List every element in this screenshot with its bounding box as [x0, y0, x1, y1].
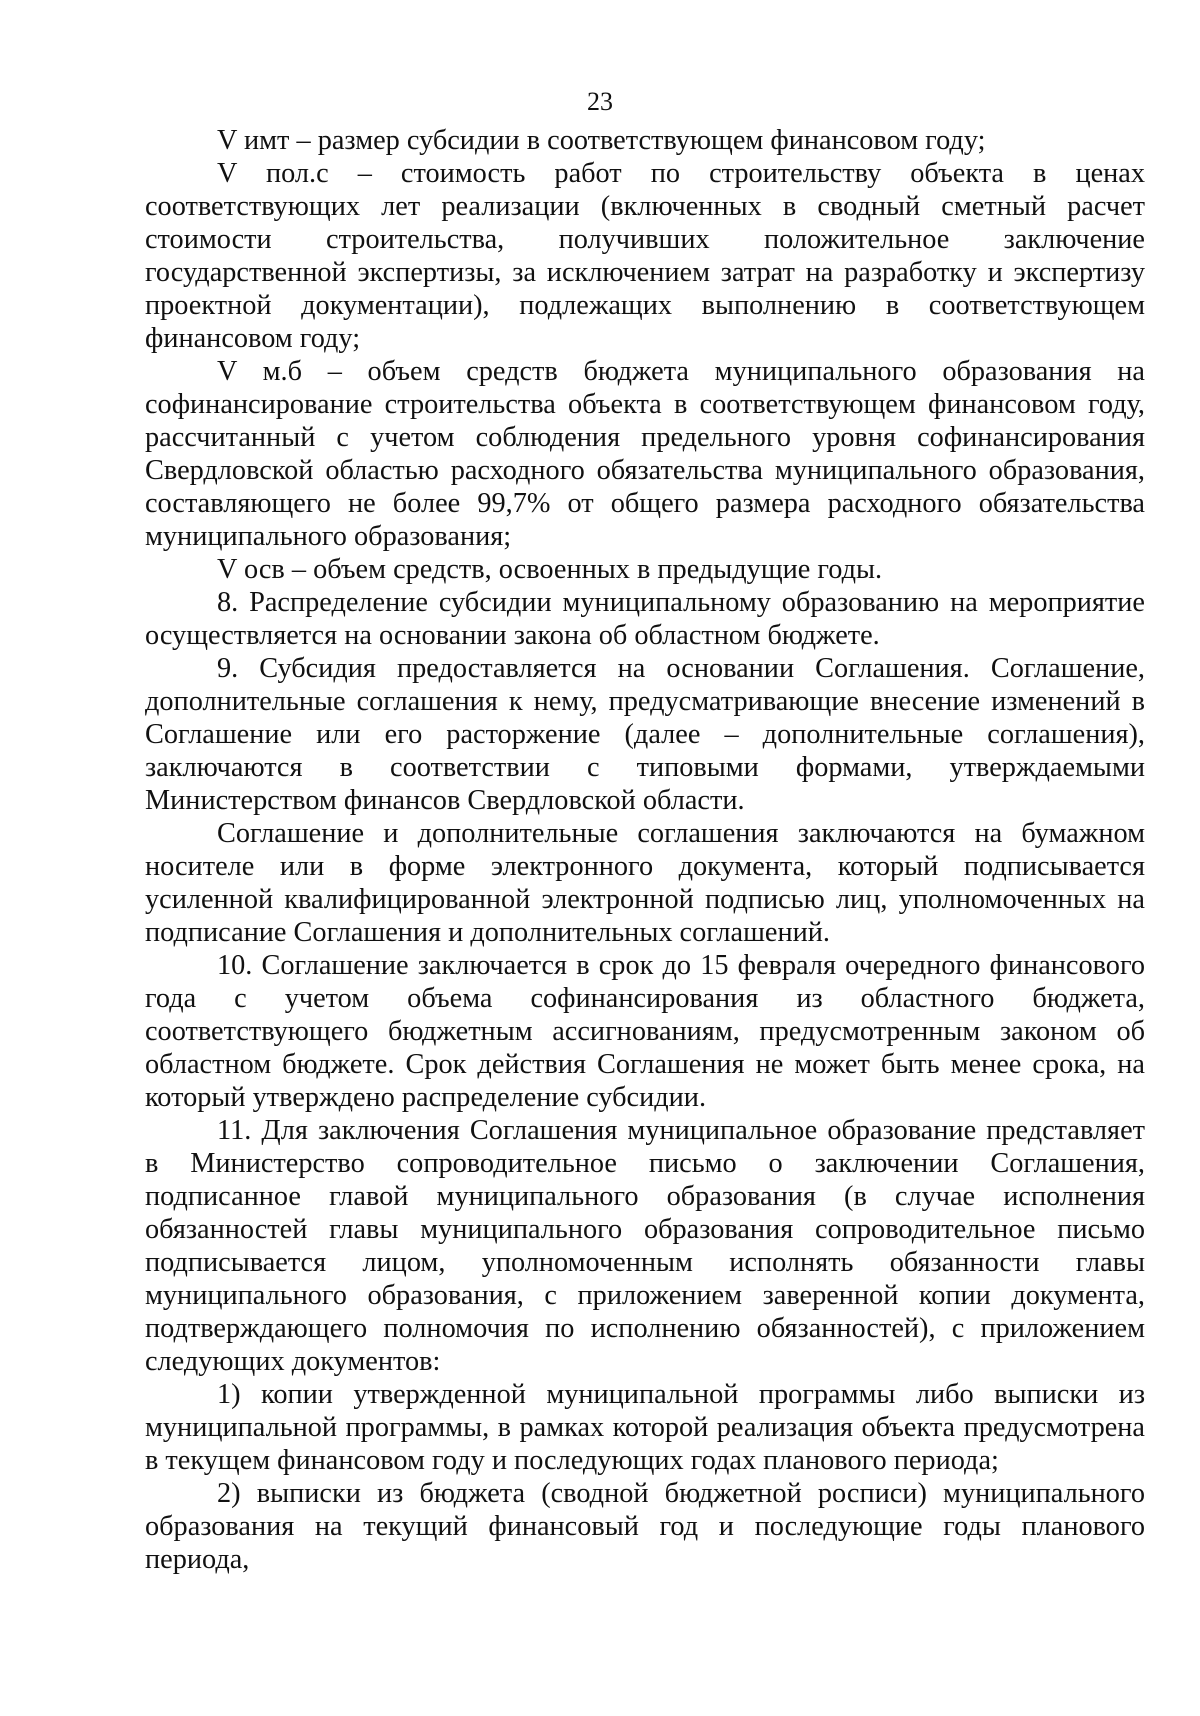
document-body	[145, 124, 1145, 1576]
page-number: 23	[587, 87, 613, 116]
paragraph-item-9: 9. Субсидия предоставляется на основании Соглашения. Соглашение, дополнительные соглашения к нему, предусматривающие внесение изменений в Соглашение или его расторжение (далее – дополнительные соглашения), заключаются в соответствии с типовыми формами, утверждаемыми Министерством финансов Свердловской области.	[145, 653, 1145, 816]
paragraph-item-8: 8. Распределение субсидии муниципальному образованию на мероприятие осуществляется на основании закона об областном бюджете.	[145, 587, 1145, 651]
paragraph-v-osv: V осв – объем средств, освоенных в предыдущие годы.	[217, 554, 883, 585]
paragraph-item-10: 10. Соглашение заключается в срок до 15 февраля очередного финансового года с учетом объема софинансирования из областного бюджета, соответствующего бюджетным ассигнованиям, предусмотренным законом об областном бюджете. Срок действия Соглашения не может быть менее срока, на который утверждено распределение субсидии.	[145, 950, 1145, 1113]
paragraph-agreement-form: Соглашение и дополнительные соглашения заключаются на бумажном носителе или в форме электронного документа, который подписывается усиленной квалифицированной электронной подписью лиц, уполномоченных на подписание Соглашения и дополнительных соглашений.	[145, 818, 1145, 948]
paragraph-subitem-1: 1) копии утвержденной муниципальной программы либо выписки из муниципальной программы, в рамках которой реализация объекта предусмотрена в текущем финансовом году и последующих годах планового периода;	[145, 1379, 1145, 1476]
paragraph-item-11: 11. Для заключения Соглашения муниципальное образование представляет в Министерство сопроводительное письмо о заключении Соглашения, подписанное главой муниципального образования (в случае исполнения обязанностей главы муниципального образования сопроводительное письмо подписывается лицом, уполномоченным исполнять обязанности главы муниципального образования, с приложением заверенной копии документа, подтверждающего полномочия по исполнению обязанностей), с приложением следующих документов:	[145, 1115, 1145, 1377]
paragraph-v-imt: V имт – размер субсидии в соответствующем финансовом году;	[217, 125, 986, 156]
paragraph-v-mb: V м.б – объем средств бюджета муниципального образования на софинансирование строительства объекта в соответствующем финансовом году, рассчитанный с учетом соблюдения предельного уровня софинансирования Свердловской областью расходного обязательства муниципального образования, составляющего не более 99,7% от общего размера расходного обязательства муниципального образования;	[145, 356, 1145, 552]
paragraph-v-pol-s: V пол.с – стоимость работ по строительству объекта в ценах соответствующих лет реализации (включенных в сводный сметный расчет стоимости строительства, получивших положительное заключение государственной экспертизы, за исключением затрат на разработку и экспертизу проектной документации), подлежащих выполнению в соответствующем финансовом году;	[145, 158, 1145, 354]
paragraph-subitem-2: 2) выписки из бюджета (сводной бюджетной росписи) муниципального образования на текущий финансовый год и последующие годы планового периода,	[145, 1478, 1145, 1575]
